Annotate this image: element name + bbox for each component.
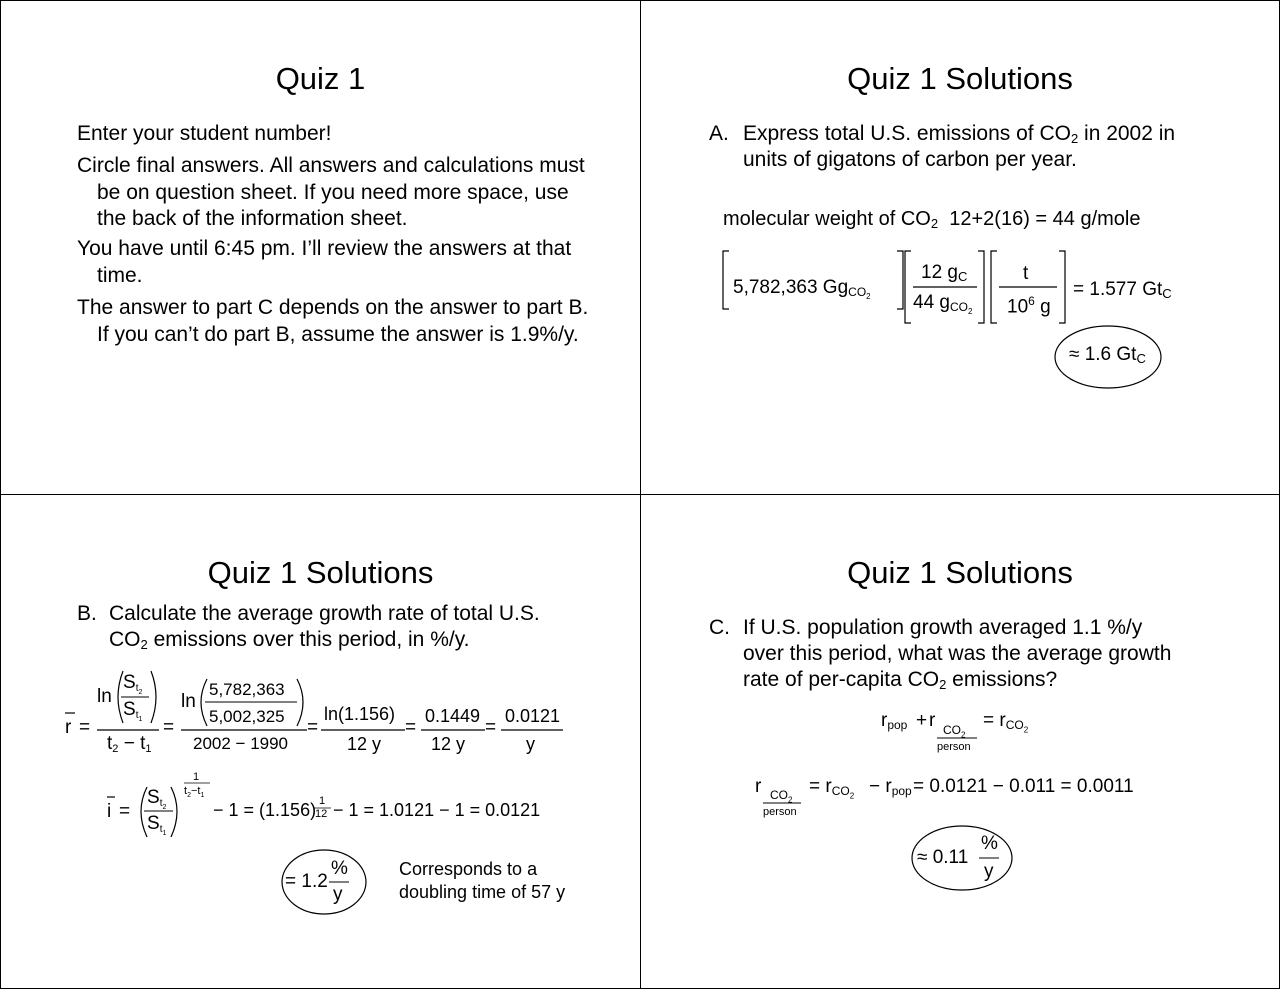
- avg-rate-symbol: r: [65, 717, 72, 738]
- instruction-part-c: The answer to part C depends on the answer to part B. If you can’t do part B, assume the answer is 1.9%/y.: [77, 296, 589, 346]
- s-t1-symbol: $S_{t_1}$: [147, 813, 167, 837]
- emissions-value: 5,782,363 $Gg_{CO2}$: [733, 277, 871, 301]
- equals-sign: =: [163, 717, 175, 738]
- question-text-line2: $CO_2$ emissions over this period, in %/y.: [109, 628, 470, 652]
- question-label: A.: [709, 122, 729, 145]
- fraction-denominator: 12 y: [431, 734, 466, 754]
- rate-symbol: r: [929, 710, 936, 731]
- slide-title: Quiz 1 Solutions: [847, 61, 1073, 96]
- time-difference: $t_2 - t_1$: [107, 733, 152, 755]
- fraction-numerator: 0.1449: [425, 706, 481, 726]
- s-t1-symbol: $S_{t_1}$: [123, 699, 143, 723]
- equals-sign: =: [485, 717, 497, 738]
- final-answer: = 1.2: [285, 871, 328, 892]
- interest-rate-symbol: i: [107, 801, 112, 822]
- slide-solution-a: [640, 0, 1280, 495]
- minus-rate-population: − $r_{pop}$: [869, 776, 912, 798]
- conversion-denominator-grams: $10^6$ g: [1007, 294, 1051, 318]
- conversion-numerator-tonne: t: [1023, 263, 1029, 284]
- doubling-note-line1: Corresponds to a: [399, 859, 538, 879]
- exponent-one-b: 1: [319, 795, 326, 807]
- question-text-line1: Express total U.S. emissions of $CO_2$ in 2002 in: [743, 122, 1176, 146]
- final-answer: ≈ 1.6 $Gt_C$: [1069, 344, 1146, 366]
- question-text-line2: units of gigatons of carbon per year.: [743, 148, 1077, 171]
- slide-title: Quiz 1: [275, 61, 366, 96]
- bracket-lines: [641, 1, 1280, 496]
- slide-solution-c: [640, 494, 1280, 989]
- rate-symbol: r: [755, 776, 762, 797]
- question-label: B.: [77, 602, 97, 625]
- rate-co2-total: = $r_{CO_2}$: [983, 710, 1029, 735]
- interest-result: − 1 = 1.0121 − 1 = 0.0121: [333, 800, 541, 820]
- interest-expression: − 1 = (1.156): [213, 800, 317, 820]
- slide-quiz-instructions: [0, 0, 641, 495]
- slide-title: Quiz 1 Solutions: [207, 555, 434, 590]
- question-label: C.: [709, 616, 730, 639]
- rate-population: $r_{pop}$: [881, 710, 908, 732]
- formula-lines: [1, 495, 641, 990]
- ratio-numerator: 5,782,363: [209, 680, 285, 699]
- s-t2-symbol: $S_{t_2}$: [147, 787, 167, 811]
- ln-value: ln(1.156): [324, 704, 396, 724]
- rate-co2-total: = $r_{CO_2}$: [809, 776, 855, 801]
- answer-per-year: y: [333, 884, 343, 905]
- molecular-weight-line: molecular weight of $CO_2$ 12+2(16) = 44 g/mole: [723, 208, 1141, 231]
- final-answer: ≈ 0.11: [917, 847, 969, 868]
- question-text-line1: If U.S. population growth averaged 1.1 %/y: [743, 616, 1143, 639]
- rate-numerator: 0.0121: [505, 706, 561, 726]
- instruction-student-number: Enter your student number!: [77, 122, 332, 145]
- ratio-denominator: 5,002,325: [209, 707, 285, 726]
- per-capita-person: person: [763, 806, 797, 818]
- slide-title: Quiz 1 Solutions: [847, 555, 1073, 590]
- equals-sign: =: [119, 801, 131, 822]
- answer-per-year: y: [984, 861, 994, 882]
- exponent-time-diff: $t_2-t_1$: [184, 785, 205, 800]
- per-capita-person: person: [937, 741, 971, 753]
- doubling-note-line2: doubling time of 57 y: [399, 882, 566, 902]
- year-difference: 2002 − 1990: [193, 734, 289, 753]
- ln-symbol: ln: [97, 686, 112, 707]
- question-text-line1: Calculate the average growth rate of total U.S.: [109, 602, 540, 625]
- conversion-result: = 1.577 $Gt_C$: [1073, 279, 1172, 301]
- per-capita-co2: $CO_2$: [943, 723, 966, 740]
- equals-sign: =: [405, 717, 417, 738]
- question-text-line2: over this period, what was the average growth: [743, 642, 1172, 665]
- exponent-one: 1: [193, 771, 200, 783]
- per-capita-calculation: = 0.0121 − 0.011 = 0.0011: [913, 776, 1134, 797]
- ln-symbol: ln: [181, 691, 196, 712]
- exponent-twelve: 12: [315, 808, 328, 820]
- answer-percent: %: [331, 858, 348, 879]
- equals-sign: =: [307, 717, 319, 738]
- answer-percent: %: [981, 833, 998, 854]
- slide-solution-b: [0, 494, 641, 989]
- equals-sign: =: [79, 717, 91, 738]
- question-text-line3: rate of per-capita $CO_2$ emissions?: [743, 668, 1058, 692]
- twelve-years: 12 y: [347, 734, 382, 754]
- conversion-numerator-carbon: 12 $g_C$: [921, 262, 968, 284]
- per-capita-co2: $CO_2$: [770, 788, 793, 805]
- conversion-denominator-co2: 44 $g_{CO2}$: [913, 292, 973, 316]
- instruction-time-limit: You have until 6:45 pm. I’ll review the answers at that time.: [77, 237, 572, 287]
- instruction-circle-answers: Circle final answers. All answers and calculations must be on question sheet. If you need more space, use the back of the information sheet.: [77, 154, 585, 230]
- s-t2-symbol: $S_{t_2}$: [123, 672, 143, 696]
- rate-denominator: y: [526, 734, 535, 754]
- plus-sign: +: [916, 710, 928, 731]
